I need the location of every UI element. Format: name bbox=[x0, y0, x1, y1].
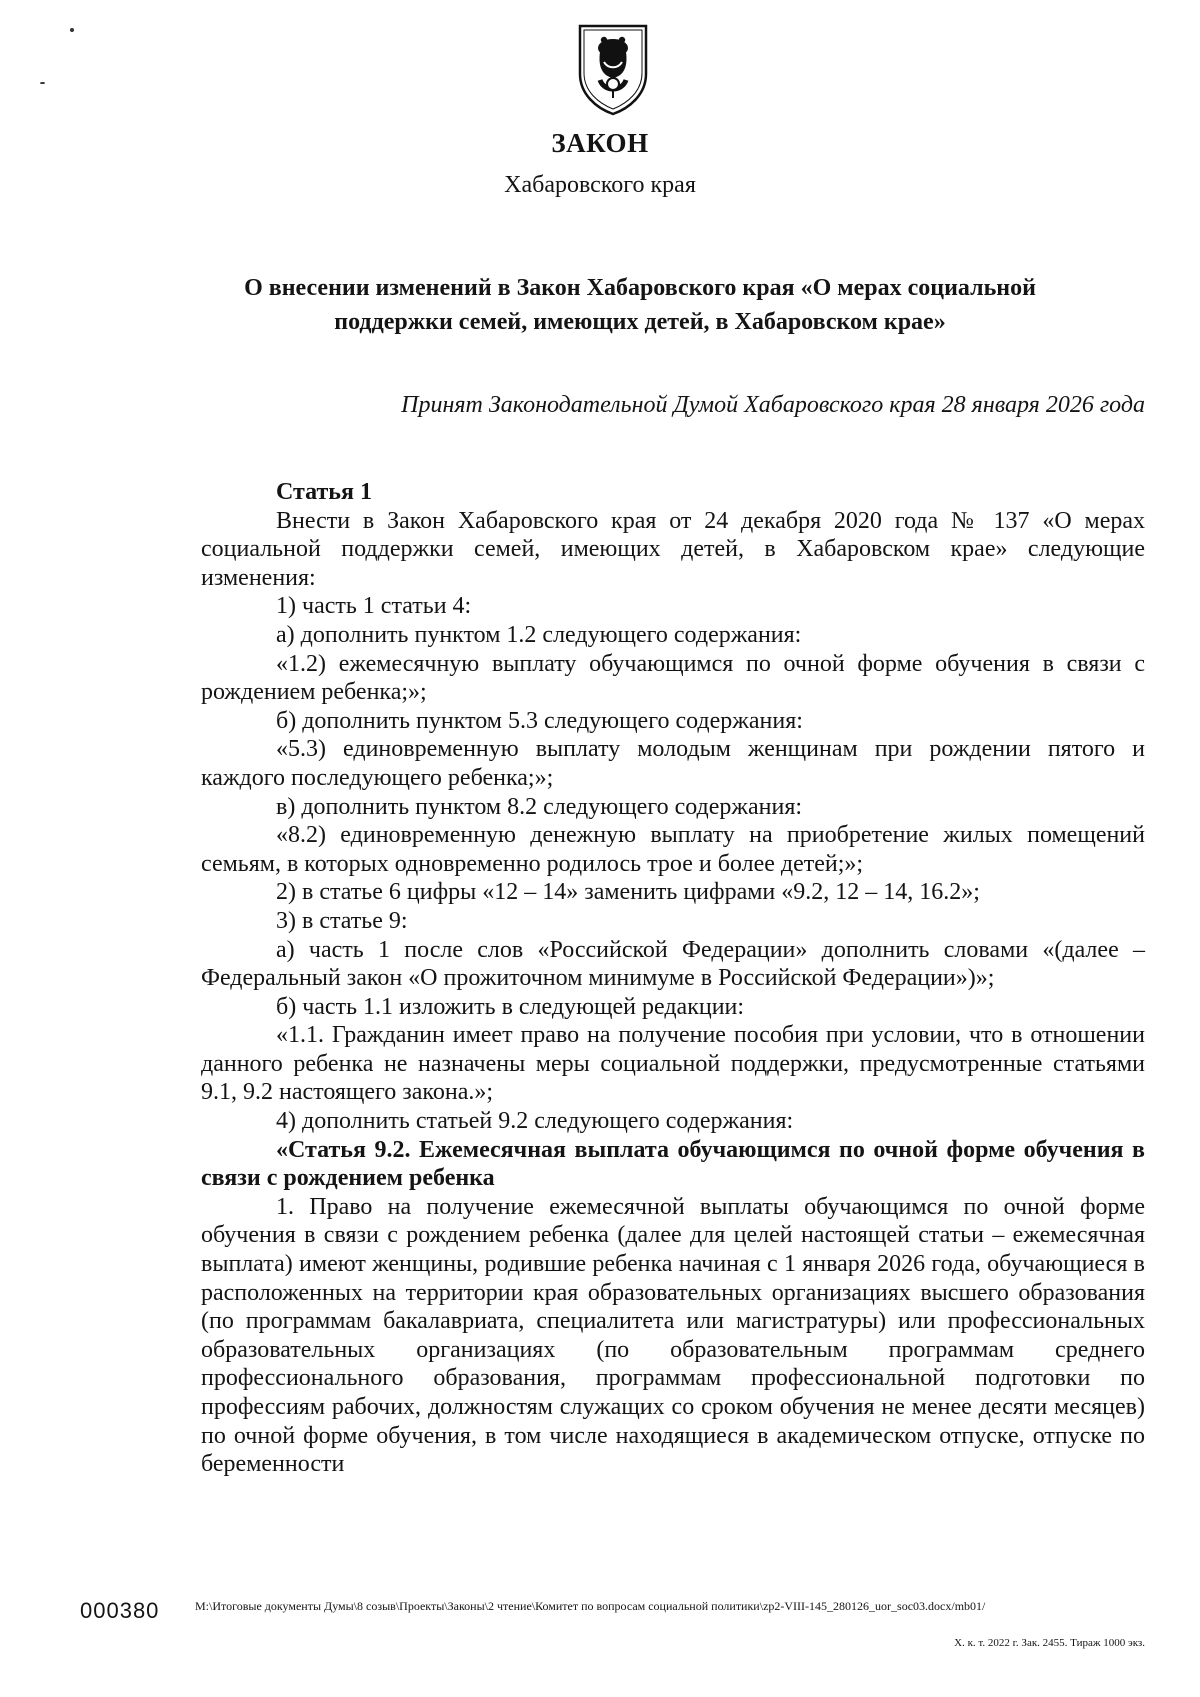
body-paragraph: «8.2) единовременную денежную выплату на приобретение жилых помещений семьям, в которых одновременно родилось трое и более детей;»; bbox=[201, 822, 1145, 877]
adoption-note: Принят Законодательной Думой Хабаровского края 28 января 2026 года bbox=[401, 392, 1145, 418]
document-number: 000380 bbox=[80, 1598, 160, 1623]
body-paragraph: 4) дополнить статьей 9.2 следующего содержания: bbox=[276, 1108, 794, 1135]
khabarovsk-coat-of-arms-icon bbox=[576, 22, 650, 116]
body-paragraph: в) дополнить пунктом 8.2 следующего содержания: bbox=[276, 793, 803, 820]
body-paragraph: 3) в статье 9: bbox=[276, 907, 408, 934]
law-title-line: поддержки семей, имеющих детей, в Хабаровском крае» bbox=[334, 309, 946, 335]
document-region: Хабаровского края bbox=[504, 172, 696, 198]
body-paragraph: Внести в Закон Хабаровского края от 24 декабря 2020 года № 137 «О мерах социальной поддержки семей, имеющих детей, в Хабаровском крае» следующие изменения: bbox=[201, 507, 1145, 591]
body-paragraph: 2) в статье 6 цифры «12 – 14» заменить цифрами «9.2, 12 – 14, 16.2»; bbox=[276, 879, 980, 906]
law-title bbox=[230, 271, 1050, 339]
scan-speck bbox=[70, 28, 74, 32]
file-path: M:\Итоговые документы Думы\8 созыв\Проекты\Законы\2 чтение\Комитет по вопросам социальной политики\zp2-VIII-145_280126_uor_soc03.docx/mb01/ bbox=[195, 1599, 986, 1613]
scan-speck bbox=[40, 82, 45, 84]
print-info: Х. к. т. 2022 г. Зак. 2455. Тираж 1000 экз. bbox=[954, 1637, 1145, 1649]
document-type: ЗАКОН bbox=[551, 128, 649, 158]
body-paragraph: 1. Право на получение ежемесячной выплаты обучающимся по очной форме обучения в связи с рождением ребенка (далее для целей настоящей статьи – ежемесячная выплата) имеют женщины, родившие ребенка начиная с 1 января 2026 года, обучающиеся в расположенных на территории края образовательных организациях высшего образования (по программам бакалавриата, специалитета или магистратуры) или профессиональных образовательных организациях (по образовательным программам среднего профессионального образования, программам профессиональной подготовки по профессиям рабочих, должностям служащих со сроком обучения не менее десяти месяцев) по очной форме обучения, в том числе находящиеся в академическом отпуске, отпуске по беременности bbox=[201, 1193, 1145, 1478]
article-92-heading: «Статья 9.2. Ежемесячная выплата обучающимся по очной форме обучения в связи с рождением ребенка bbox=[201, 1136, 1145, 1192]
body-paragraph: «1.2) ежемесячную выплату обучающимся по очной форме обучения в связи с рождением ребенка;»; bbox=[201, 650, 1145, 706]
body-paragraph: б) дополнить пунктом 5.3 следующего содержания: bbox=[276, 707, 803, 734]
body-paragraph: «1.1. Гражданин имеет право на получение пособия при условии, что в отношении данного ребенка не назначены меры социальной поддержки, предусмотренные статьями 9.1, 9.2 настоящего закона.»; bbox=[201, 1022, 1145, 1106]
body-paragraph: «5.3) единовременную выплату молодым женщинам при рождении пятого и каждого последующего ребенка;»; bbox=[201, 736, 1145, 791]
body-paragraph: а) часть 1 после слов «Российской Федерации» дополнить словами «(далее – Федеральный закон «О прожиточном минимуме в Российской Федерации»)»; bbox=[201, 936, 1145, 992]
body-paragraph: а) дополнить пунктом 1.2 следующего содержания: bbox=[276, 621, 802, 648]
body-paragraph: б) часть 1.1 изложить в следующей редакции: bbox=[276, 993, 745, 1020]
article-heading: Статья 1 bbox=[276, 479, 372, 505]
law-body bbox=[201, 478, 1145, 1479]
body-paragraph: 1) часть 1 статьи 4: bbox=[276, 593, 472, 620]
law-title-line: О внесении изменений в Закон Хабаровского края «О мерах социальной bbox=[244, 275, 1036, 301]
